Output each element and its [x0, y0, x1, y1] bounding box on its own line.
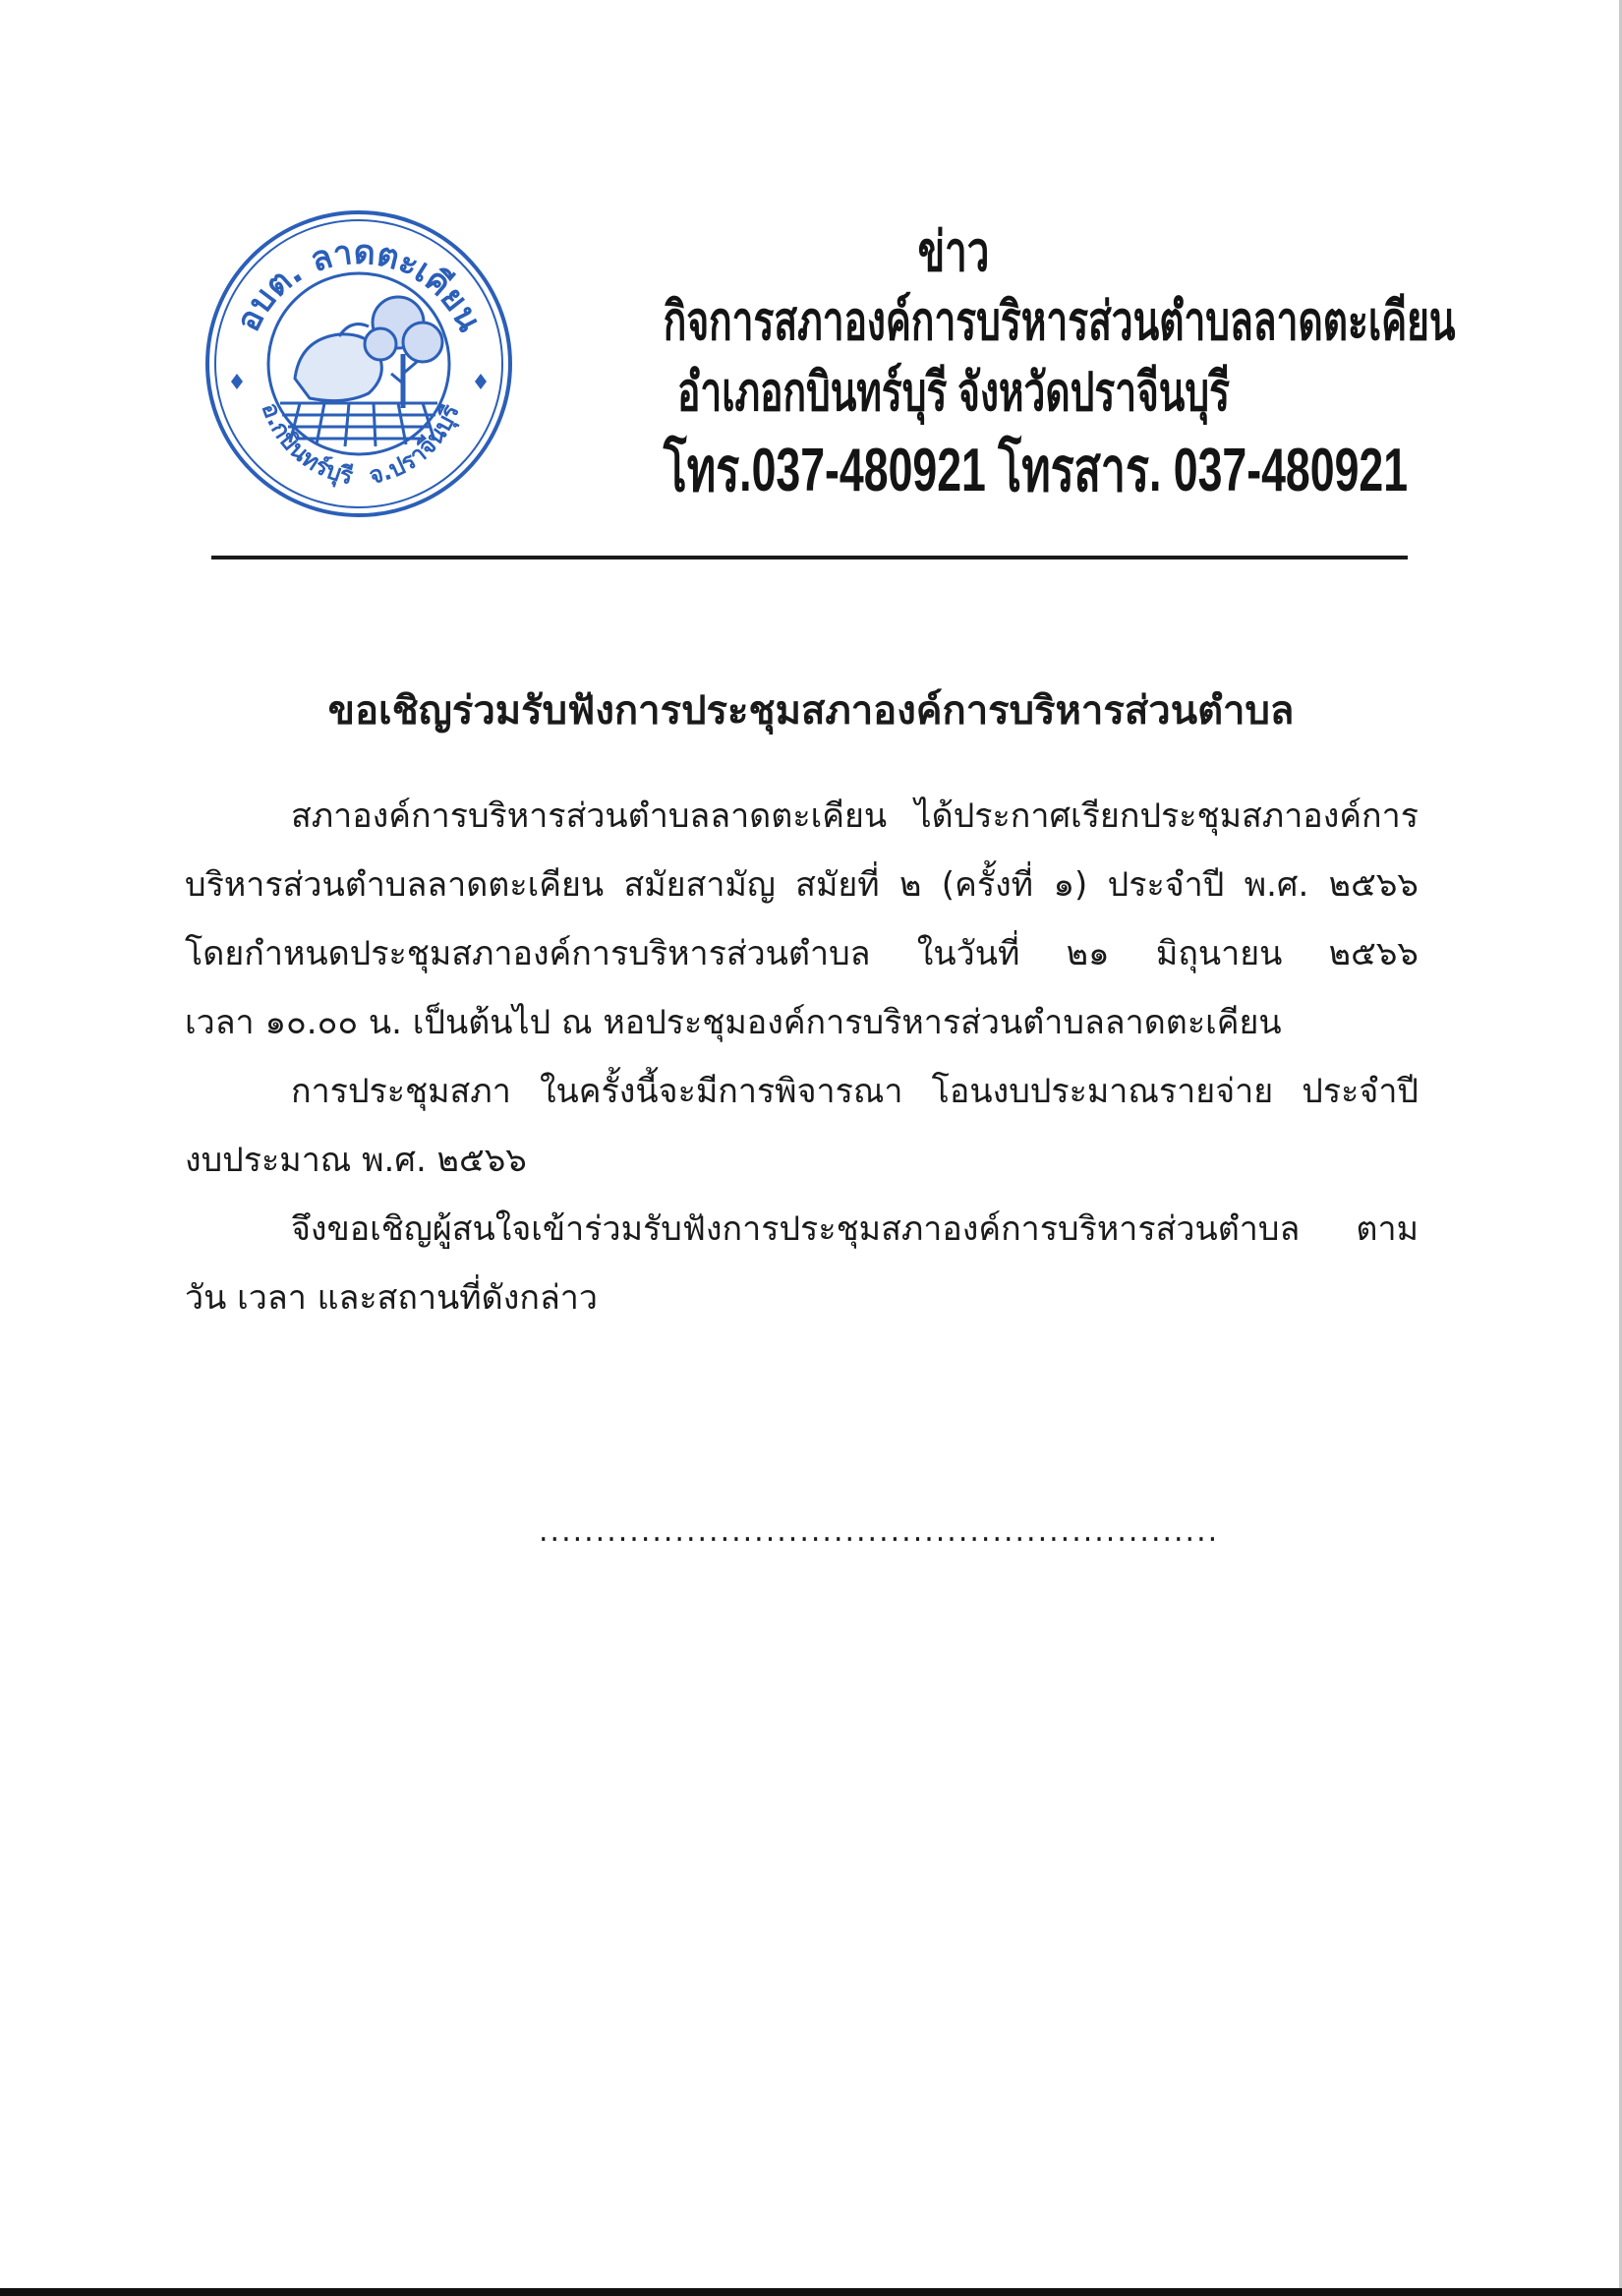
paragraph-2-line: งบประมาณ พ.ศ. ๒๕๖๖	[185, 1141, 527, 1180]
document-body	[185, 782, 1419, 1332]
paragraph-2-line: การประชุมสภา ในครั้งนี้จะมีการพิจารณา โอนงบประมาณรายจ่าย ประจำปี	[291, 1072, 1419, 1111]
paragraph-1-line: บริหารส่วนตำบลลาดตะเคียน สมัยสามัญ สมัยที่ ๒ (ครั้งที่ ๑) ประจำปี พ.ศ. ๒๕๖๖	[185, 865, 1419, 905]
header-district: อำเภอกบินทร์บุรี จังหวัดปราจีนบุรี	[677, 363, 1230, 422]
signature-line: ............................................................	[539, 1514, 1220, 1549]
header-organization: กิจการสภาองค์การบริหารส่วนตำบลลาดตะเคียน	[663, 292, 1456, 351]
seal-logo-icon	[202, 206, 516, 521]
scan-edge-bottom	[0, 2288, 1622, 2296]
paragraph-1-line: โดยกำหนดประชุมสภาองค์การบริหารส่วนตำบล ในวันที่ ๒๑ มิถุนายน ๒๕๖๖	[185, 934, 1419, 973]
paragraph-3-line: วัน เวลา และสถานที่ดังกล่าว	[185, 1278, 598, 1318]
header-divider	[211, 556, 1408, 559]
seal-bottom-right-text: จ.ปราจีนบุรี	[366, 400, 465, 490]
paragraph-1-line: สภาองค์การบริหารส่วนตำบลลาดตะเคียน ได้ประกาศเรียกประชุมสภาองค์การ	[291, 796, 1419, 836]
letterhead	[550, 220, 1456, 511]
paragraph-3-line: จึงขอเชิญผู้สนใจเข้าร่วมรับฟังการประชุมสภาองค์การบริหารส่วนตำบล ตาม	[291, 1209, 1419, 1249]
header-title: ข่าว	[917, 220, 990, 282]
header-phone: โทร.037-480921 โทรสาร. 037-480921	[663, 437, 1409, 504]
seal-bottom-left-text: อ.กบินทร์บุรี	[256, 398, 356, 491]
seal-top-text: อบต. ลาดตะเคียน	[228, 232, 490, 338]
document-title: ขอเชิญร่วมรับฟังการประชุมสภาองค์การบริหารส่วนตำบล	[327, 688, 1295, 734]
svg-text:อบต. ลาดตะเคียน	[228, 233, 489, 338]
paragraph-1-line: เวลา ๑๐.๐๐ น. เป็นต้นไป ณ หอประชุมองค์การบริหารส่วนตำบลลาดตะเคียน	[185, 1003, 1282, 1042]
